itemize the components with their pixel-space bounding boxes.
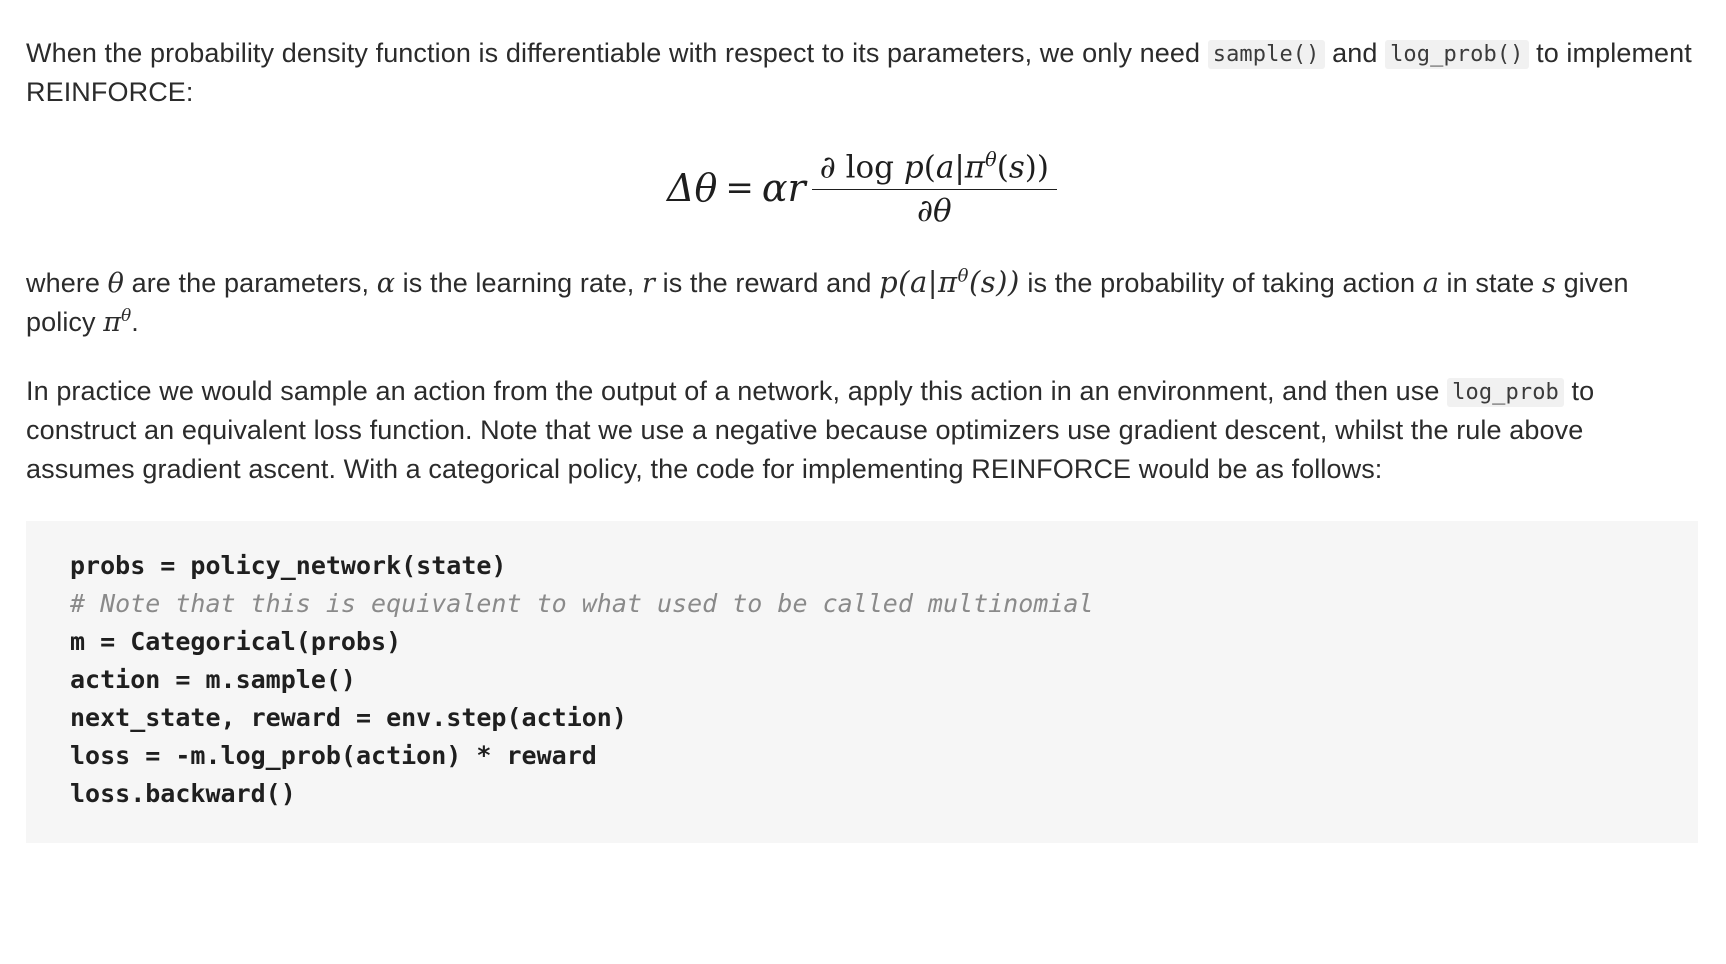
code-line-comment: # Note that this is equivalent to what used to be called multinomial bbox=[70, 589, 1094, 619]
s-inline: s bbox=[1542, 267, 1556, 299]
partial-denominator-symbol: ∂ bbox=[916, 192, 934, 229]
code-line: loss.backward() bbox=[70, 779, 296, 809]
policy-pi-inline bbox=[103, 304, 132, 338]
p-symbol: p bbox=[903, 149, 924, 186]
theta-symbol: θ bbox=[694, 166, 718, 211]
pi-inline: π bbox=[938, 264, 958, 299]
given-bar-inline: | bbox=[927, 264, 939, 299]
probability-expression: $p(a|\pi^\theta(s))$ bbox=[879, 264, 1020, 299]
fraction-denominator bbox=[812, 190, 1057, 227]
fraction-numerator: ∂ $\log p(a|\pi^\theta(s))$ bbox=[812, 150, 1057, 189]
code-line: m = Categorical(probs) bbox=[70, 627, 402, 657]
paragraph-spacer bbox=[26, 342, 1698, 372]
r-inline: r bbox=[642, 267, 656, 299]
equation-lhs bbox=[667, 166, 717, 210]
a-inline-arg: a bbox=[909, 264, 928, 299]
practice-text-1: In practice we would sample an action from the output of a network, apply this action in an environment, and then use bbox=[26, 375, 1448, 406]
theta-inline: θ bbox=[107, 267, 124, 299]
equation-expression bbox=[667, 148, 1057, 229]
intro-paragraph bbox=[26, 34, 1698, 112]
log-label: log bbox=[845, 149, 895, 186]
where-text-7: given policy bbox=[26, 267, 1629, 337]
code-line: probs = policy_network(state) bbox=[70, 551, 507, 581]
reinforce-equation bbox=[26, 148, 1698, 229]
code-line: next_state, reward = env.step(action) bbox=[70, 703, 627, 733]
a-inline: a bbox=[1422, 267, 1439, 299]
where-paragraph bbox=[26, 261, 1698, 342]
alpha-r: αr bbox=[761, 166, 806, 211]
inline-code-log-prob-2: log_prob bbox=[1447, 378, 1564, 407]
where-text-5: is the probability of taking action bbox=[1019, 267, 1423, 298]
partial-numerator-symbol: ∂ bbox=[819, 149, 836, 186]
given-bar: | bbox=[954, 149, 965, 186]
where-text-1: where bbox=[26, 267, 108, 298]
where-text-3: is the learning rate, bbox=[395, 267, 643, 298]
code-line: action = m.sample() bbox=[70, 665, 356, 695]
pi-inline-superscript: θ bbox=[957, 264, 969, 286]
intro-text-1: When the probability density function is differentiable with respect to its parameters, we only need bbox=[26, 38, 1208, 68]
practice-paragraph bbox=[26, 372, 1698, 489]
delta-symbol: Δ bbox=[667, 166, 695, 211]
code-line: loss = -m.log_prob(action) * reward bbox=[70, 741, 597, 771]
pi-symbol: π bbox=[964, 149, 986, 186]
intro-text-3: to implement REINFORCE: bbox=[26, 38, 1692, 108]
theta-denominator-symbol: θ bbox=[933, 192, 952, 229]
equals-sign: = bbox=[725, 168, 754, 209]
code-listing bbox=[26, 547, 1698, 813]
pi-policy-symbol: π bbox=[103, 306, 122, 338]
where-text-8: . bbox=[131, 306, 139, 337]
intro-text-2: and bbox=[1324, 38, 1386, 68]
pi-superscript-theta: θ bbox=[985, 148, 997, 172]
where-text-4: is the reward and bbox=[655, 267, 880, 298]
where-text-6: in state bbox=[1438, 267, 1542, 298]
a-symbol: a bbox=[935, 149, 955, 186]
s-inline-arg: s bbox=[980, 264, 997, 299]
partial-fraction bbox=[812, 148, 1057, 229]
code-block bbox=[26, 521, 1698, 843]
where-text-2: are the parameters, bbox=[124, 267, 377, 298]
alpha-inline: α bbox=[376, 267, 396, 299]
practice-text-2: to construct an equivalent loss function. Note that we use a negative because optimizers use gradient descent, whilst the rule above assumes gradient ascent. With a categorical policy, the code for implementing REINFORCE would be as follows: bbox=[26, 375, 1595, 485]
inline-code-sample: sample() bbox=[1208, 40, 1325, 69]
inline-code-log-prob: log_prob() bbox=[1385, 40, 1528, 69]
s-symbol: s bbox=[1008, 149, 1025, 186]
pi-policy-superscript: θ bbox=[121, 304, 132, 325]
p-inline: p bbox=[879, 264, 899, 299]
